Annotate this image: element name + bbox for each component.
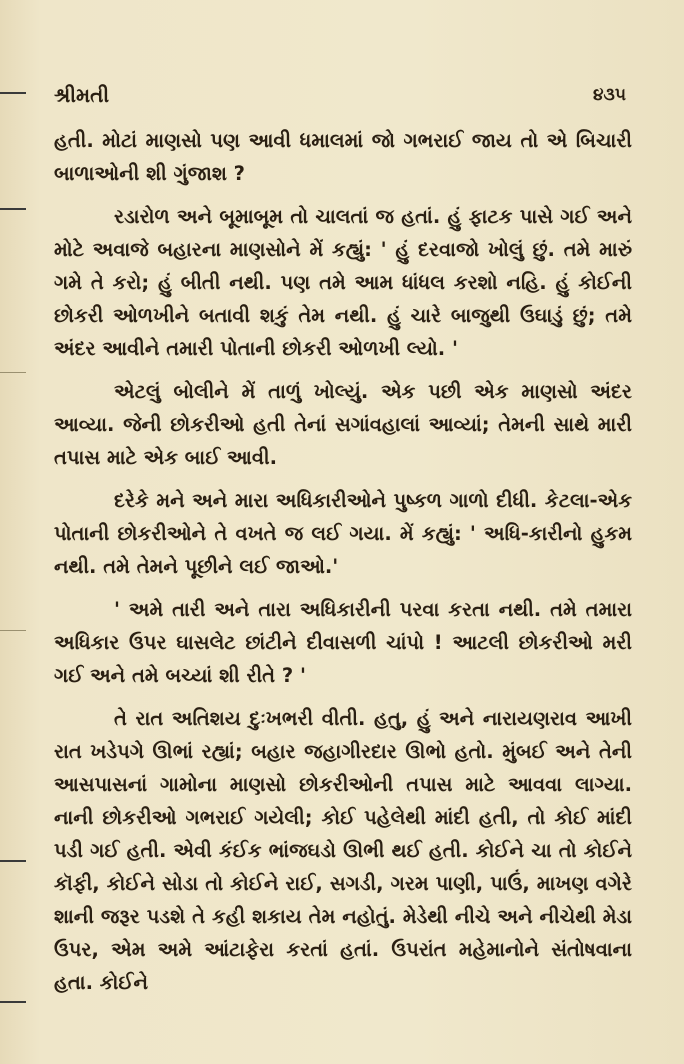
running-head: શ્રીમતી <box>54 83 110 107</box>
binding-mark <box>0 1001 26 1003</box>
page-header <box>54 78 626 112</box>
binding-mark <box>0 372 26 373</box>
paragraph: રડારોળ અને બૂમાબૂમ તો ચાલતાં જ હતાં. હું ફાટક પાસે ગઈ અને મોટે અવાજે બહારના માણસોને મેં કહ્યું: ' હું દરવાજો ખોલું છું. તમે મારું ગમે તે કરો; હું બીતી નથી. પણ તમે આમ ધાંધલ કરશો નહિ. હું કોઈની છોકરી ઓળખીને બતાવી શકું તેમ નથી. હું ચારે બાજુથી ઉઘાડું છું; તમે અંદર આવીને તમારી પોતાની છોકરી ઓળખી લ્યો. ' <box>54 205 632 360</box>
paragraph: તે રાત અતિશય દુઃખભરી વીતી. હતુ, હું અને નારાયણરાવ આખી રાત ખડેપગે ઊભાં રહ્યાં; બહાર જહાગીરદાર ઊભો હતો. મુંબઈ અને તેની આસપાસનાં ગામોના માણસો છોકરીઓની તપાસ માટે આવવા લાગ્યા. નાની છોકરીઓ ગભરાઈ ગયેલી; કોઈ પહેલેથી માંદી હતી, તો કોઈ માંદી પડી ગઈ હતી. એવી કંઈક ભાંજઘડો ઊભી થઈ હતી. કોઈને ચા તો કોઈને કૉફી, કોઈને સોડા તો કોઈને રાઈ, સગડી, ગરમ પાણી, પાઉં, માખણ વગેરે શાની જરૂર પડશે તે કહી શકાય તેમ નહોતું. મેડેથી નીચે અને નીચેથી મેડા ઉપર, એમ અમે આંટાફેરા કરતાં હતાં. ઉપરાંત મહેમાનોને સંતોષવાના હતા. કોઈને <box>54 707 632 994</box>
binding-mark <box>0 92 26 94</box>
paragraph: ' અમે તારી અને તારા અધિકારીની પરવા કરતા નથી. તમે તમારા અધિકાર ઉપર ઘાસલેટ છાંટીને દીવાસળી ચાંપો ! આટલી છોકરીઓ મરી ગઈ અને તમે બચ્યાં શી રીતે ? ' <box>54 598 632 687</box>
page-number: ૪૩૫ <box>592 85 626 105</box>
binding-mark <box>0 630 26 631</box>
paragraph: દરેકે મને અને મારા અધિકારીઓને પુષ્કળ ગાળો દીધી. કેટલા-એક પોતાની છોકરીઓને તે વખતે જ લઈ ગયા. મેં કહ્યું: ' અધિ-કારીનો હુકમ નથી. તમે તેમને પૂછીને લઈ જાઓ.' <box>54 489 632 578</box>
binding-mark <box>0 860 26 862</box>
paragraph: હતી. મોટાં માણસો પણ આવી ધમાલમાં જો ગભરાઈ જાય તો એ બિચારી બાળાઓની શી ગુંજાશ ? <box>54 129 632 185</box>
body-text <box>54 124 632 1009</box>
paragraph: એટલું બોલીને મેં તાળું ખોલ્યું. એક પછી એક માણસો અંદર આવ્યા. જેની છોકરીઓ હતી તેનાં સગાંવહાલાં આવ્યાં; તેમની સાથે મારી તપાસ માટે એક બાઈ આવી. <box>54 380 632 469</box>
binding-mark <box>0 208 26 210</box>
